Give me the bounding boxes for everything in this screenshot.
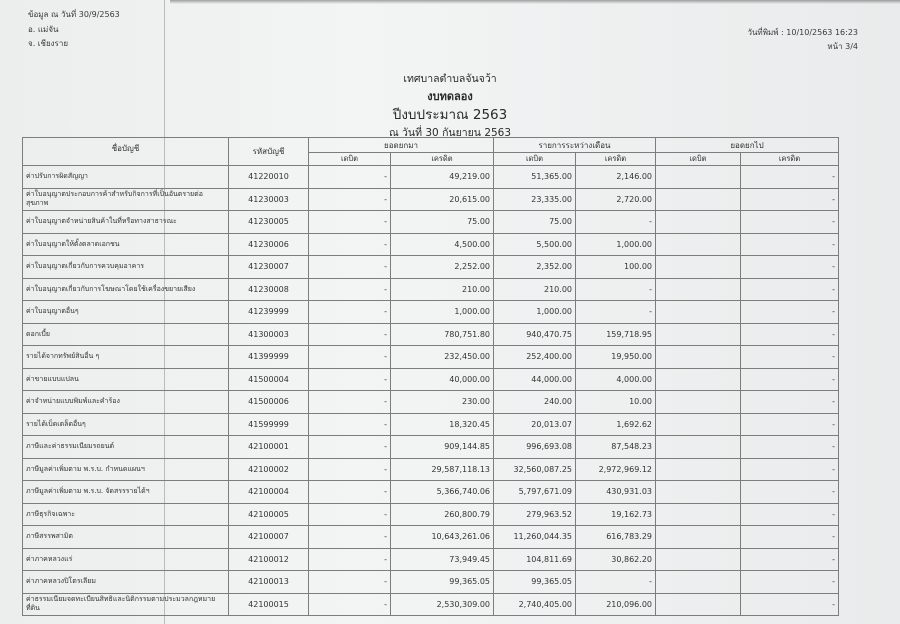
m-debit-cell: 11,260,044.35	[494, 526, 576, 549]
m-debit-cell: 2,352.00	[494, 256, 576, 279]
bf-debit-cell: -	[309, 346, 391, 369]
bf-debit-cell: -	[309, 526, 391, 549]
table-row	[23, 188, 839, 211]
account-code-cell: 42100001	[229, 436, 309, 459]
cf-debit-cell	[656, 233, 741, 256]
header-carried-forward: ยอดยกไป	[656, 138, 839, 153]
m-credit-cell: 100.00	[576, 256, 656, 279]
m-debit-cell: 75.00	[494, 211, 576, 234]
bf-credit-cell: 4,500.00	[391, 233, 494, 256]
m-debit-cell: 20,013.07	[494, 413, 576, 436]
cf-debit-cell	[656, 278, 741, 301]
m-debit-cell: 23,335.00	[494, 188, 576, 211]
account-name-cell: รายได้เบ็ดเตล็ดอื่นๆ	[23, 413, 229, 436]
table-row	[23, 211, 839, 234]
account-name-cell: ภาษีและค่าธรรมเนียมรถยนต์	[23, 436, 229, 459]
account-name-cell: ค่าขายแบบแปลน	[23, 368, 229, 391]
trial-balance-table	[22, 137, 839, 616]
cf-debit-cell	[656, 188, 741, 211]
cf-credit-cell: -	[741, 503, 839, 526]
bf-debit-cell: -	[309, 188, 391, 211]
m-credit-cell: 1,692.62	[576, 413, 656, 436]
account-code-cell: 41230006	[229, 233, 309, 256]
bf-debit-cell: -	[309, 391, 391, 414]
table-row	[23, 503, 839, 526]
account-code-cell: 41230005	[229, 211, 309, 234]
bf-credit-cell: 260,800.79	[391, 503, 494, 526]
bf-debit-cell: -	[309, 301, 391, 324]
bf-credit-cell: 909,144.85	[391, 436, 494, 459]
account-name-cell: ค่าจำหน่ายแบบพิมพ์และคำร้อง	[23, 391, 229, 414]
account-code-cell: 42100002	[229, 458, 309, 481]
cf-debit-cell	[656, 571, 741, 594]
account-code-cell: 41239999	[229, 301, 309, 324]
organization-name: เทศบาลตำบลจันจว้า	[403, 73, 497, 85]
account-code-cell: 41500004	[229, 368, 309, 391]
cf-credit-cell: -	[741, 436, 839, 459]
account-name-cell: ค่าใบอนุญาตอื่นๆ	[23, 301, 229, 324]
table-row	[23, 526, 839, 549]
bf-debit-cell: -	[309, 256, 391, 279]
m-debit-cell: 104,811.69	[494, 548, 576, 571]
bf-credit-cell: 1,000.00	[391, 301, 494, 324]
account-name-cell: ค่าใบอนุญาตเกี่ยวกับการควบคุมอาคาร	[23, 256, 229, 279]
m-debit-cell: 996,693.08	[494, 436, 576, 459]
cf-debit-cell	[656, 413, 741, 436]
account-name-cell: ค่าใบอนุญาตประกอบการค้าสำหรับกิจการที่เป็นอันตรายต่อสุขภาพ	[23, 188, 229, 211]
bf-debit-cell: -	[309, 548, 391, 571]
m-credit-cell: 2,972,969.12	[576, 458, 656, 481]
bf-credit-cell: 780,751.80	[391, 323, 494, 346]
m-credit-cell: 19,162.73	[576, 503, 656, 526]
data-date: ข้อมูล ณ วันที่ 30/9/2563	[28, 10, 120, 19]
account-code-cell: 41300003	[229, 323, 309, 346]
m-debit-cell: 99,365.05	[494, 571, 576, 594]
header-cf-credit: เครดิต	[741, 153, 839, 166]
header-m-credit: เครดิต	[576, 153, 656, 166]
bf-credit-cell: 20,615.00	[391, 188, 494, 211]
account-name-cell: รายได้จากทรัพย์สินอื่น ๆ	[23, 346, 229, 369]
cf-debit-cell	[656, 391, 741, 414]
header-account-name: ชื่อบัญชี	[23, 138, 229, 166]
account-code-cell: 41230003	[229, 188, 309, 211]
account-code-cell: 41500006	[229, 391, 309, 414]
m-credit-cell: 2,146.00	[576, 166, 656, 189]
account-code-cell: 41220010	[229, 166, 309, 189]
m-credit-cell: 616,783.29	[576, 526, 656, 549]
cf-credit-cell: -	[741, 593, 839, 616]
m-debit-cell: 44,000.00	[494, 368, 576, 391]
m-credit-cell: 159,718.95	[576, 323, 656, 346]
cf-debit-cell	[656, 526, 741, 549]
account-name-cell: ภาษีธุรกิจเฉพาะ	[23, 503, 229, 526]
cf-debit-cell	[656, 323, 741, 346]
table-row	[23, 368, 839, 391]
account-name-cell: ค่าธรรมเนียมจดทะเบียนสิทธิและนิติกรรมตามประมวลกฎหมายที่ดิน	[23, 593, 229, 616]
bf-debit-cell: -	[309, 211, 391, 234]
account-name-cell: ภาษีมูลค่าเพิ่มตาม พ.ร.บ. จัดสรรรายได้ฯ	[23, 481, 229, 504]
bf-credit-cell: 2,530,309.00	[391, 593, 494, 616]
header-bf-credit: เครดิต	[391, 153, 494, 166]
table-row	[23, 391, 839, 414]
page-number: หน้า 3/4	[827, 42, 858, 51]
cf-credit-cell: -	[741, 188, 839, 211]
cf-credit-cell: -	[741, 346, 839, 369]
account-name-cell: ภาษีมูลค่าเพิ่มตาม พ.ร.บ. กำหนดแผนฯ	[23, 458, 229, 481]
cf-debit-cell	[656, 368, 741, 391]
account-code-cell: 42100013	[229, 571, 309, 594]
bf-credit-cell: 2,252.00	[391, 256, 494, 279]
bf-debit-cell: -	[309, 571, 391, 594]
cf-debit-cell	[656, 458, 741, 481]
bf-credit-cell: 99,365.05	[391, 571, 494, 594]
account-code-cell: 41399999	[229, 346, 309, 369]
cf-credit-cell: -	[741, 391, 839, 414]
bf-debit-cell: -	[309, 458, 391, 481]
cf-credit-cell: -	[741, 526, 839, 549]
account-code-cell: 42100004	[229, 481, 309, 504]
table-row	[23, 436, 839, 459]
header-brought-forward: ยอดยกมา	[309, 138, 494, 153]
m-credit-cell: -	[576, 211, 656, 234]
cf-debit-cell	[656, 256, 741, 279]
account-name-cell: ค่าใบอนุญาตเกี่ยวกับการโฆษณาโดยใช้เครื่องขยายเสียง	[23, 278, 229, 301]
bf-debit-cell: -	[309, 436, 391, 459]
bf-credit-cell: 230.00	[391, 391, 494, 414]
m-debit-cell: 2,740,405.00	[494, 593, 576, 616]
cf-debit-cell	[656, 548, 741, 571]
bf-credit-cell: 10,643,261.06	[391, 526, 494, 549]
m-debit-cell: 5,797,671.09	[494, 481, 576, 504]
cf-credit-cell: -	[741, 368, 839, 391]
m-debit-cell: 1,000.00	[494, 301, 576, 324]
m-debit-cell: 51,365.00	[494, 166, 576, 189]
bf-debit-cell: -	[309, 593, 391, 616]
table-row	[23, 278, 839, 301]
header-m-debit: เดบิต	[494, 153, 576, 166]
table-row	[23, 346, 839, 369]
cf-credit-cell: -	[741, 481, 839, 504]
header-account-code: รหัสบัญชี	[229, 138, 309, 166]
cf-debit-cell	[656, 503, 741, 526]
cf-credit-cell: -	[741, 571, 839, 594]
cf-credit-cell: -	[741, 323, 839, 346]
report-title-block	[300, 70, 600, 142]
account-code-cell: 41230007	[229, 256, 309, 279]
bf-credit-cell: 73,949.45	[391, 548, 494, 571]
cf-debit-cell	[656, 436, 741, 459]
cf-credit-cell: -	[741, 278, 839, 301]
m-credit-cell: -	[576, 301, 656, 324]
cf-debit-cell	[656, 211, 741, 234]
m-debit-cell: 210.00	[494, 278, 576, 301]
cf-debit-cell	[656, 346, 741, 369]
m-credit-cell: 30,862.20	[576, 548, 656, 571]
account-name-cell: ภาษีสรรพสามิต	[23, 526, 229, 549]
page-edge-shadow	[170, 0, 900, 4]
m-credit-cell: 87,548.23	[576, 436, 656, 459]
cf-credit-cell: -	[741, 166, 839, 189]
table-row	[23, 166, 839, 189]
header-bf-debit: เดบิต	[309, 153, 391, 166]
province: จ. เชียงราย	[28, 39, 69, 48]
m-debit-cell: 240.00	[494, 391, 576, 414]
account-code-cell: 42100015	[229, 593, 309, 616]
header-cf-debit: เดบิต	[656, 153, 741, 166]
m-credit-cell: 4,000.00	[576, 368, 656, 391]
bf-debit-cell: -	[309, 233, 391, 256]
account-code-cell: 42100012	[229, 548, 309, 571]
m-credit-cell: -	[576, 571, 656, 594]
bf-debit-cell: -	[309, 481, 391, 504]
fiscal-year: ปีงบประมาณ 2563	[392, 107, 508, 123]
print-date: วันที่พิมพ์ : 10/10/2563 16:23	[747, 28, 858, 37]
account-name-cell: ค่าภาคหลวงแร่	[23, 548, 229, 571]
table-row	[23, 301, 839, 324]
m-debit-cell: 252,400.00	[494, 346, 576, 369]
account-name-cell: ค่าใบอนุญาตให้ตั้งตลาดเอกชน	[23, 233, 229, 256]
account-name-cell: ค่าภาคหลวงปิโตรเลียม	[23, 571, 229, 594]
bf-credit-cell: 210.00	[391, 278, 494, 301]
cf-credit-cell: -	[741, 548, 839, 571]
cf-credit-cell: -	[741, 301, 839, 324]
m-credit-cell: 1,000.00	[576, 233, 656, 256]
m-credit-cell: 2,720.00	[576, 188, 656, 211]
table-row	[23, 413, 839, 436]
cf-debit-cell	[656, 166, 741, 189]
m-credit-cell: -	[576, 278, 656, 301]
header-left	[28, 8, 120, 52]
cf-credit-cell: -	[741, 211, 839, 234]
m-credit-cell: 10.00	[576, 391, 656, 414]
table-row	[23, 481, 839, 504]
bf-debit-cell: -	[309, 166, 391, 189]
m-credit-cell: 19,950.00	[576, 346, 656, 369]
district: อ. แม่จัน	[28, 24, 59, 34]
bf-debit-cell: -	[309, 503, 391, 526]
m-debit-cell: 279,963.52	[494, 503, 576, 526]
as-of-date: ณ วันที่ 30 กันยายน 2563	[388, 127, 512, 139]
account-code-cell: 42100007	[229, 526, 309, 549]
bf-debit-cell: -	[309, 323, 391, 346]
account-name-cell: ค่าใบอนุญาตจำหน่ายสินค้าในที่หรือทางสาธารณะ	[23, 211, 229, 234]
cf-credit-cell: -	[741, 256, 839, 279]
table-row	[23, 571, 839, 594]
bf-credit-cell: 29,587,118.13	[391, 458, 494, 481]
report-title: งบทดลอง	[427, 90, 473, 103]
header-right	[747, 26, 858, 54]
account-code-cell: 41230008	[229, 278, 309, 301]
bf-debit-cell: -	[309, 278, 391, 301]
m-debit-cell: 32,560,087.25	[494, 458, 576, 481]
bf-credit-cell: 75.00	[391, 211, 494, 234]
cf-debit-cell	[656, 593, 741, 616]
bf-credit-cell: 232,450.00	[391, 346, 494, 369]
bf-credit-cell: 49,219.00	[391, 166, 494, 189]
cf-credit-cell: -	[741, 233, 839, 256]
cf-debit-cell	[656, 481, 741, 504]
account-code-cell: 41599999	[229, 413, 309, 436]
m-debit-cell: 940,470.75	[494, 323, 576, 346]
account-name-cell: ค่าปรับการผิดสัญญา	[23, 166, 229, 189]
cf-credit-cell: -	[741, 458, 839, 481]
table-row	[23, 548, 839, 571]
table-row	[23, 458, 839, 481]
m-credit-cell: 430,931.03	[576, 481, 656, 504]
bf-credit-cell: 40,000.00	[391, 368, 494, 391]
cf-credit-cell: -	[741, 413, 839, 436]
bf-credit-cell: 5,366,740.06	[391, 481, 494, 504]
table-row	[23, 593, 839, 616]
header-monthly: รายการระหว่างเดือน	[494, 138, 656, 153]
account-name-cell: ดอกเบี้ย	[23, 323, 229, 346]
bf-debit-cell: -	[309, 368, 391, 391]
m-debit-cell: 5,500.00	[494, 233, 576, 256]
bf-credit-cell: 18,320.45	[391, 413, 494, 436]
m-credit-cell: 210,096.00	[576, 593, 656, 616]
cf-debit-cell	[656, 301, 741, 324]
table-row	[23, 256, 839, 279]
bf-debit-cell: -	[309, 413, 391, 436]
account-code-cell: 42100005	[229, 503, 309, 526]
table-row	[23, 323, 839, 346]
table-row	[23, 233, 839, 256]
